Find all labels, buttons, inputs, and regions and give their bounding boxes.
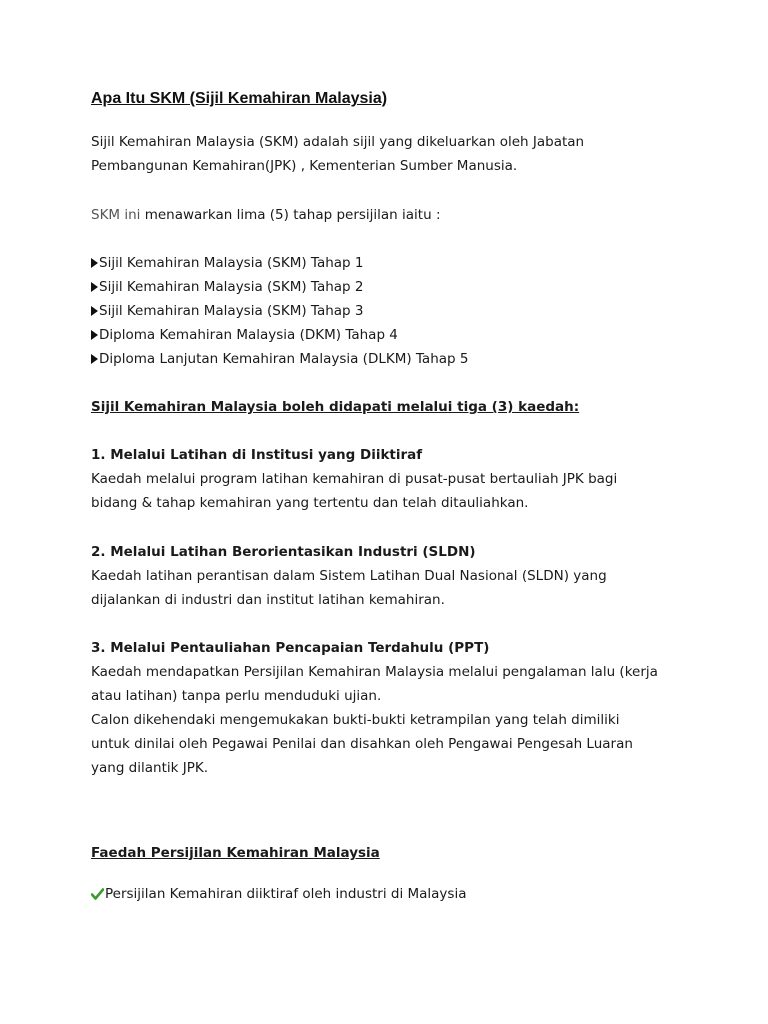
level-label: Sijil Kemahiran Malaysia (SKM) Tahap 1: [99, 255, 364, 271]
list-item: [91, 275, 691, 299]
level-label: Diploma Lanjutan Kemahiran Malaysia (DLKM) Tahap 5: [99, 351, 469, 367]
offer-text: menawarkan lima (5) tahap persijilan iaitu :: [140, 207, 441, 223]
intro-line: Sijil Kemahiran Malaysia (SKM) adalah sijil yang dikeluarkan oleh Jabatan: [91, 134, 585, 150]
list-item: [91, 251, 691, 275]
benefit-label: Persijilan Kemahiran diiktiraf oleh industri di Malaysia: [105, 886, 467, 902]
method-3: [91, 636, 691, 780]
level-label: Sijil Kemahiran Malaysia (SKM) Tahap 2: [99, 279, 364, 295]
list-item: [91, 323, 691, 347]
offer-prefix: SKM ini: [91, 207, 141, 223]
levels-list: [91, 251, 691, 371]
benefits-section: [91, 841, 691, 865]
list-item: [91, 347, 691, 371]
method-heading: 2. Melalui Latihan Berorientasikan Industri (SLDN): [91, 544, 476, 560]
level-label: Diploma Kemahiran Malaysia (DKM) Tahap 4: [99, 327, 398, 343]
method-line: Kaedah mendapatkan Persijilan Kemahiran Malaysia melalui pengalaman lalu (kerja: [91, 664, 658, 680]
offer-paragraph: [91, 203, 691, 227]
arrow-bullet-icon: [91, 354, 98, 364]
benefits-list: [91, 882, 691, 906]
arrow-bullet-icon: [91, 306, 98, 316]
method-2: [91, 540, 691, 612]
benefits-heading: Faedah Persijilan Kemahiran Malaysia: [91, 845, 380, 861]
method-line: bidang & tahap kemahiran yang tertentu dan telah ditauliahkan.: [91, 495, 529, 511]
methods-section: [91, 395, 691, 419]
intro-paragraph: [91, 130, 691, 178]
check-icon: [91, 888, 104, 900]
method-line: yang dilantik JPK.: [91, 760, 208, 776]
arrow-bullet-icon: [91, 282, 98, 292]
page-title: Apa Itu SKM (Sijil Kemahiran Malaysia): [91, 90, 388, 107]
method-1: [91, 443, 691, 515]
method-line: dijalankan di industri dan institut latihan kemahiran.: [91, 592, 445, 608]
list-item: [91, 299, 691, 323]
method-line: Kaedah melalui program latihan kemahiran di pusat-pusat bertauliah JPK bagi: [91, 471, 618, 487]
method-line: Calon dikehendaki mengemukakan bukti-bukti ketrampilan yang telah dimiliki: [91, 712, 620, 728]
arrow-bullet-icon: [91, 258, 98, 268]
list-item: [91, 882, 691, 906]
intro-line: Pembangunan Kemahiran(JPK) , Kementerian Sumber Manusia.: [91, 158, 518, 174]
methods-heading: Sijil Kemahiran Malaysia boleh didapati melalui tiga (3) kaedah:: [91, 399, 580, 415]
method-line: untuk dinilai oleh Pegawai Penilai dan disahkan oleh Pengawai Pengesah Luaran: [91, 736, 633, 752]
method-heading: 1. Melalui Latihan di Institusi yang Diiktiraf: [91, 447, 423, 463]
method-heading: 3. Melalui Pentauliahan Pencapaian Terdahulu (PPT): [91, 640, 490, 656]
level-label: Sijil Kemahiran Malaysia (SKM) Tahap 3: [99, 303, 364, 319]
arrow-bullet-icon: [91, 330, 98, 340]
method-line: atau latihan) tanpa perlu menduduki ujian.: [91, 688, 382, 704]
method-line: Kaedah latihan perantisan dalam Sistem Latihan Dual Nasional (SLDN) yang: [91, 568, 607, 584]
